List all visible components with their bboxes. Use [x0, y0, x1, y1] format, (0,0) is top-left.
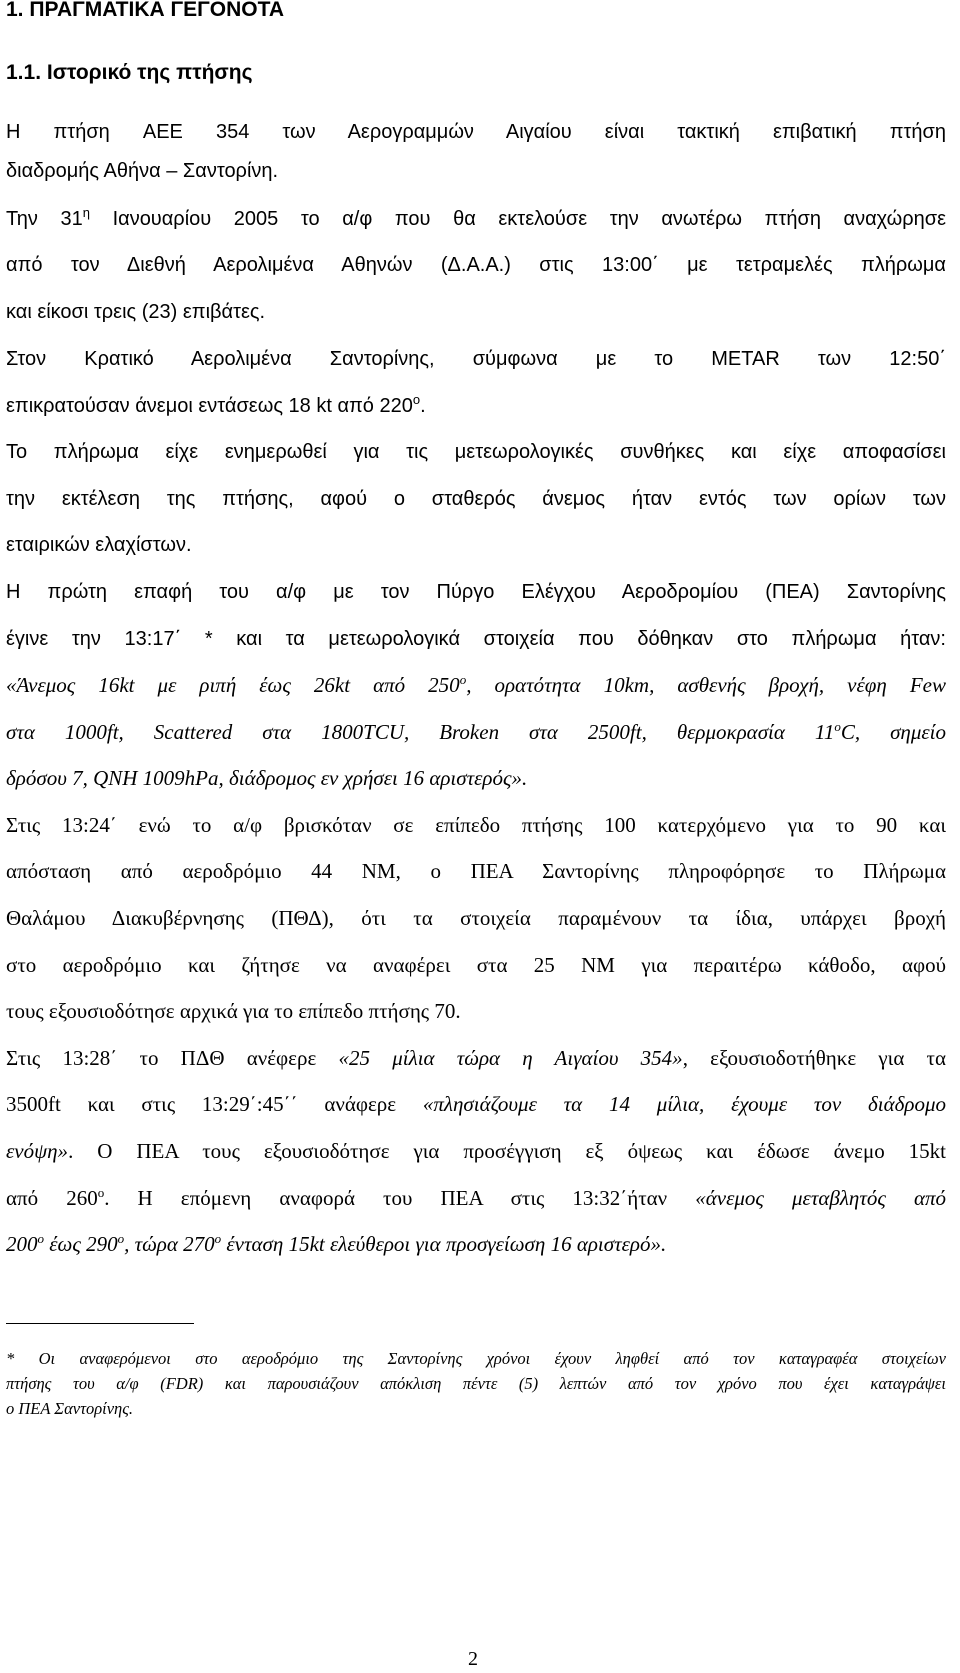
paragraph-line: Η πτήση AEE 354 των Αερογραμμών Αιγαίου είναι τακτική επιβατική πτήση — [6, 121, 946, 143]
paragraph-line: εταιρικών ελαχίστων. — [6, 534, 192, 556]
paragraph-line: Στον Κρατικό Αερολιμένα Σαντορίνης, σύμφωνα με το METAR των 12:50΄ — [6, 348, 946, 370]
paragraph-line: $200^o$ έως $290^o$, τώρα $270^o$ ένταση 15kt ελεύθεροι για προσγείωση 16 αριστερό». — [6, 1231, 667, 1256]
section-heading: 1. ΠΡΑΓΜΑΤΙΚΑ ΓΕΓΟΝΟΤΑ — [6, 0, 285, 21]
paragraph-line: στο αεροδρόμιο και ζήτησε να αναφέρει στα 25 NM για περαιτέρω κάθοδο, αφού — [6, 953, 946, 977]
paragraph-line: διαδρομής Αθήνα – Σαντορίνη. — [6, 160, 279, 182]
document-page — [6, 0, 946, 1673]
paragraph-line: επικρατούσαν άνεμοι εντάσεως 18 kt από $220^o$. — [6, 392, 426, 417]
paragraph-line: από τον Διεθνή Αερολιμένα Αθηνών (Δ.Α.Α.) στις 13:00΄ με τετραμελές πλήρωμα — [6, 254, 946, 276]
footnote-line: ο ΠΕΑ Σαντορίνης. — [6, 1399, 134, 1418]
paragraph-line: από $260^o$. Η επόμενη αναφορά του ΠΕΑ στις 13:32΄ήταν «άνεμος μεταβλητός από — [6, 1185, 947, 1210]
weather-quote-line: στα 1000ft, Scattered στα 1800TCU, Broken στα 2500ft, θερμοκρασία $11^oC$, σημείο — [6, 719, 947, 744]
footnote-line: * Οι αναφερόμενοι στο αεροδρόμιο της Σαντορίνης χρόνοι έχουν ληφθεί από τον καταγραφέα στοιχείων — [6, 1349, 946, 1368]
paragraph-line: 3500ft και στις 13:29΄:45΄΄ ανάφερε «πλησιάζουμε τα 14 μίλια, έχουμε τον διάδρομο — [6, 1092, 946, 1116]
paragraph-line: ενόψη». Ο ΠΕΑ τους εξουσιοδότησε για προσέγγιση εξ όψεως και έδωσε άνεμο 15kt — [6, 1139, 946, 1163]
paragraph-line: Την $31^\eta$ Ιανουαρίου 2005 το α/φ που θα εκτελούσε την ανωτέρω πτήση αναχώρησε — [6, 205, 946, 230]
footnote-line: πτήσης του α/φ (FDR) και παρουσιάζουν απόκλιση πέντε (5) λεπτών από τον χρόνο που έχει καταγράψει — [6, 1374, 946, 1393]
weather-quote-line: «Άνεμος 16kt με ριπή έως 26kt από $250^o$, ορατότητα 10km, ασθενής βροχή, νέφη Few — [6, 672, 946, 697]
paragraph-line: και είκοσι τρεις (23) επιβάτες. — [6, 301, 266, 323]
page-number: 2 — [468, 1648, 478, 1670]
paragraph-line: Στις 13:28΄ το ΠΔΘ ανέφερε «25 μίλια τώρα η Αιγαίου 354», εξουσιοδοτήθηκε για τα — [6, 1046, 946, 1070]
weather-quote-line: δρόσου 7, QNH 1009hPa, διάδρομος εν χρήσει 16 αριστερός». — [6, 766, 528, 790]
footnote-separator — [6, 1323, 194, 1324]
paragraph-line: απόσταση από αεροδρόμιο 44 NM, ο ΠΕΑ Σαντορίνης πληροφόρησε το Πλήρωμα — [6, 859, 946, 883]
paragraph-line: τους εξουσιοδότησε αρχικά για το επίπεδο πτήσης 70. — [6, 999, 461, 1023]
paragraph-line: την εκτέλεση της πτήσης, αφού ο σταθερός άνεμος ήταν εντός των ορίων των — [6, 488, 946, 510]
paragraph-line: έγινε την 13:17΄ * και τα μετεωρολογικά στοιχεία που δόθηκαν στο πλήρωμα ήταν: — [6, 628, 946, 650]
paragraph-line: Η πρώτη επαφή του α/φ με τον Πύργο Ελέγχου Αεροδρομίου (ΠΕΑ) Σαντορίνης — [6, 581, 946, 603]
subsection-heading: 1.1. Ιστορικό της πτήσης — [6, 61, 253, 84]
paragraph-line: Στις 13:24΄ ενώ το α/φ βρισκόταν σε επίπεδο πτήσης 100 κατερχόμενο για το 90 και — [6, 813, 946, 837]
paragraph-line: Το πλήρωμα είχε ενημερωθεί για τις μετεωρολογικές συνθήκες και είχε αποφασίσει — [6, 441, 946, 463]
paragraph-line: Θαλάμου Διακυβέρνησης (ΠΘΔ), ότι τα στοιχεία παραμένουν τα ίδια, υπάρχει βροχή — [6, 906, 946, 930]
